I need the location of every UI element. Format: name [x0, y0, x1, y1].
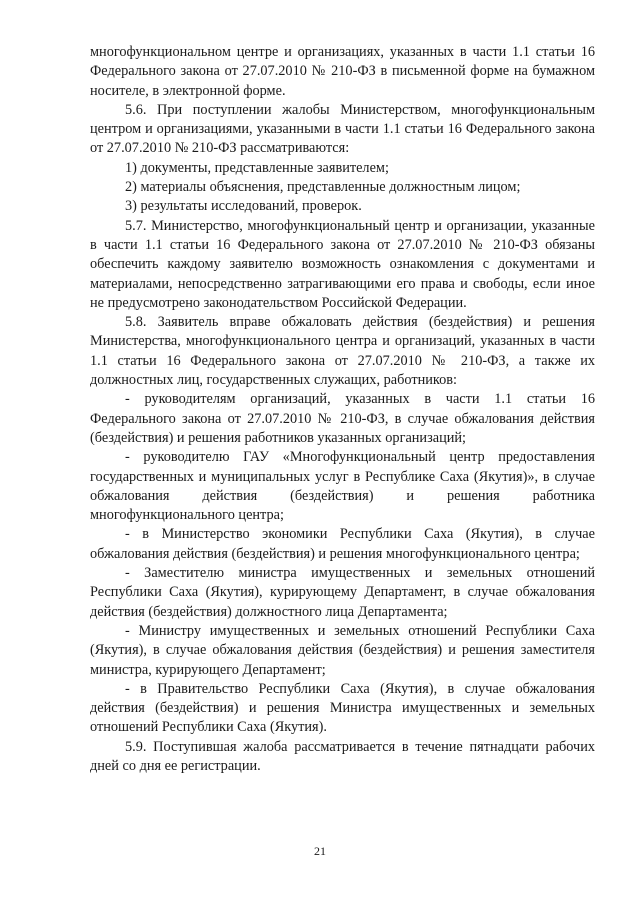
dash-item-minister: - Министру имущественных и земельных отношений Республики Саха (Якутия), в случае обжалования действия (бездействия) и решения заместителя министра, курирующего Департамент;	[90, 622, 595, 678]
page-number: 21	[314, 844, 326, 858]
paragraph-continuation: многофункциональном центре и организациях, указанных в части 1.1 статьи 16 Федерального закона от 27.07.2010 № 210-ФЗ в письменной форме на бумажном носителе, в электронной форме.	[90, 44, 595, 99]
dash-item-deputy-minister: - Заместителю министра имущественных и земельных отношений Республики Саха (Якутия), курирующему Департамент, в случае обжалования действия (бездействия) должностного лица Департамента;	[90, 565, 595, 620]
dash-item-mfc-head: - руководителю ГАУ «Многофункциональный центр предоставления государственных и муниципальных услуг в Республике Саха (Якутия)», в случае обжалования действия (бездействия) и решения работника многофункционального центра;	[90, 449, 595, 524]
paragraph-5-7: 5.7. Министерство, многофункциональный центр и организации, указанные в части 1.1 статьи 16 Федерального закона от 27.07.2010 № 210-ФЗ обязаны обеспечить каждому заявителю возможность ознакомления с документами и материалами, непосредственно затрагивающими его права и свободы, если иное не предусмотрено законодательством Российской Федерации.	[90, 217, 595, 311]
dash-item-economy-ministry: - в Министерство экономики Республики Саха (Якутия), в случае обжалования действия (бездействия) и решения многофункционального центра;	[90, 526, 595, 562]
paragraph-5-9: 5.9. Поступившая жалоба рассматривается в течение пятнадцати рабочих дней со дня ее регистрации.	[90, 738, 595, 774]
paragraph-5-8: 5.8. Заявитель вправе обжаловать действия (бездействия) и решения Министерства, многофункционального центра и организаций, указанных в части 1.1 статьи 16 Федерального закона от 27.07.2010 № 210-ФЗ, а также их должностных лиц, государственных служащих, работников:	[90, 314, 595, 389]
list-item-1: 1) документы, представленные заявителем;	[125, 159, 389, 176]
dash-item-government: - в Правительство Республики Саха (Якутия), в случае обжалования действия (бездействия) и решения Министра имущественных и земельных отношений Республики Саха (Якутия).	[90, 680, 595, 736]
dash-item-organization-heads: - руководителям организаций, указанных в части 1.1 статьи 16 Федерального закона от 27.07.2010 № 210-ФЗ, в случае обжалования действия (бездействия) и решения работников указанных организаций;	[90, 391, 595, 446]
paragraph-5-6: 5.6. При поступлении жалобы Министерством, многофункциональным центром и организациями, указанными в части 1.1 статьи 16 Федерального закона от 27.07.2010 № 210-ФЗ рассматриваются:	[90, 101, 595, 157]
list-item-3: 3) результаты исследований, проверок.	[125, 198, 362, 215]
document-body	[90, 43, 595, 776]
list-item-2: 2) материалы объяснения, представленные должностным лицом;	[125, 179, 521, 196]
